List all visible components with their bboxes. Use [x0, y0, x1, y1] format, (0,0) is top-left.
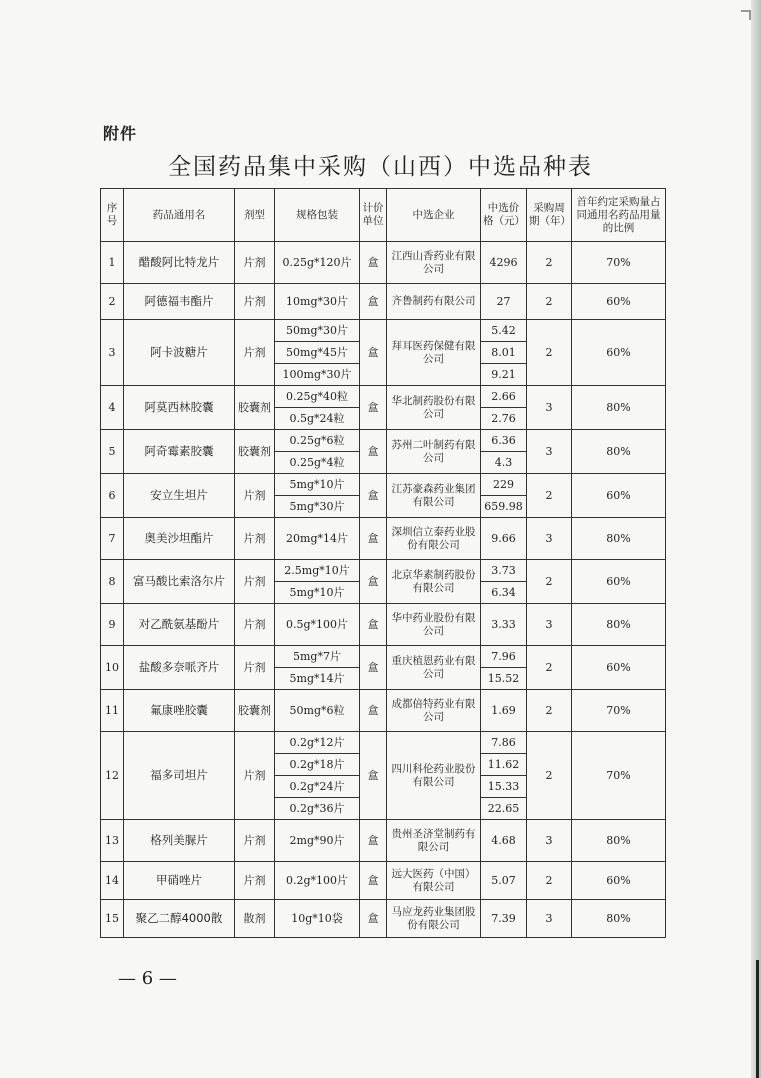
cell-period: 3 [527, 900, 572, 938]
cell-price: 7.39 [481, 900, 527, 938]
header-unit: 计价单位 [360, 189, 387, 242]
cell-price: 27 [481, 284, 527, 320]
cell-spec: 5mg*30片 [275, 496, 360, 518]
cell-price: 4.68 [481, 820, 527, 862]
cell-company: 江苏豪森药业集团有限公司 [387, 474, 481, 518]
cell-period: 3 [527, 430, 572, 474]
cell-spec: 0.2g*18片 [275, 754, 360, 776]
cell-price: 15.33 [481, 776, 527, 798]
cell-price: 6.34 [481, 582, 527, 604]
cell-company: 马应龙药业集团股份有限公司 [387, 900, 481, 938]
page-number: — 6 — [118, 968, 177, 989]
cell-dosage-form: 片剂 [235, 242, 275, 284]
cell-unit: 盒 [360, 474, 387, 518]
header-seq: 序号 [101, 189, 124, 242]
header-ratio: 首年约定采购量占同通用名药品用量的比例 [572, 189, 666, 242]
cell-drug-name: 阿卡波糖片 [124, 320, 235, 386]
cell-seq: 13 [101, 820, 124, 862]
cell-ratio: 60% [572, 320, 666, 386]
table-row [101, 518, 666, 560]
cell-unit: 盒 [360, 732, 387, 820]
table-row [101, 604, 666, 646]
table-row [101, 862, 666, 900]
cell-spec: 0.2g*36片 [275, 798, 360, 820]
cell-unit: 盒 [360, 284, 387, 320]
header-period: 采购周期（年） [527, 189, 572, 242]
cell-seq: 11 [101, 690, 124, 732]
cell-spec: 20mg*14片 [275, 518, 360, 560]
cell-dosage-form: 散剂 [235, 900, 275, 938]
cell-company: 华北制药股份有限公司 [387, 386, 481, 430]
cell-seq: 12 [101, 732, 124, 820]
table-row [101, 820, 666, 862]
header-form: 剂型 [235, 189, 275, 242]
table-header-row [101, 189, 666, 242]
cell-dosage-form: 片剂 [235, 474, 275, 518]
cell-ratio: 80% [572, 820, 666, 862]
cell-seq: 3 [101, 320, 124, 386]
cell-ratio: 80% [572, 604, 666, 646]
table-row [101, 690, 666, 732]
cell-spec: 5mg*7片 [275, 646, 360, 668]
cell-price: 15.52 [481, 668, 527, 690]
cell-drug-name: 阿莫西林胶囊 [124, 386, 235, 430]
cell-price: 3.73 [481, 560, 527, 582]
cell-seq: 14 [101, 862, 124, 900]
cell-unit: 盒 [360, 386, 387, 430]
cell-spec: 0.25g*40粒 [275, 386, 360, 408]
table-row [101, 560, 666, 582]
table-row [101, 430, 666, 452]
cell-price: 3.33 [481, 604, 527, 646]
table-row [101, 242, 666, 284]
cell-dosage-form: 片剂 [235, 284, 275, 320]
cell-dosage-form: 片剂 [235, 862, 275, 900]
cell-drug-name: 聚乙二醇4000散 [124, 900, 235, 938]
cell-period: 2 [527, 242, 572, 284]
cell-spec: 10mg*30片 [275, 284, 360, 320]
cell-dosage-form: 片剂 [235, 604, 275, 646]
cell-price: 9.66 [481, 518, 527, 560]
cell-spec: 5mg*10片 [275, 582, 360, 604]
cell-drug-name: 对乙酰氨基酚片 [124, 604, 235, 646]
table-row [101, 284, 666, 320]
cell-dosage-form: 胶囊剂 [235, 690, 275, 732]
cell-spec: 5mg*14片 [275, 668, 360, 690]
cell-unit: 盒 [360, 862, 387, 900]
cell-price: 7.86 [481, 732, 527, 754]
cell-period: 2 [527, 862, 572, 900]
cell-company: 重庆植恩药业有限公司 [387, 646, 481, 690]
cell-price: 659.98 [481, 496, 527, 518]
cell-company: 北京华素制药股份有限公司 [387, 560, 481, 604]
header-price: 中选价格（元） [481, 189, 527, 242]
cell-price: 1.69 [481, 690, 527, 732]
cell-price: 22.65 [481, 798, 527, 820]
cell-period: 2 [527, 284, 572, 320]
cell-dosage-form: 片剂 [235, 732, 275, 820]
cell-price: 5.07 [481, 862, 527, 900]
attachment-label: 附件 [103, 124, 138, 143]
cell-ratio: 70% [572, 242, 666, 284]
cell-unit: 盒 [360, 900, 387, 938]
cell-period: 3 [527, 518, 572, 560]
cell-period: 2 [527, 732, 572, 820]
cell-period: 2 [527, 690, 572, 732]
cell-drug-name: 格列美脲片 [124, 820, 235, 862]
cell-spec: 0.2g*100片 [275, 862, 360, 900]
cell-seq: 8 [101, 560, 124, 604]
cell-drug-name: 阿德福韦酯片 [124, 284, 235, 320]
cell-period: 2 [527, 474, 572, 518]
cell-price: 8.01 [481, 342, 527, 364]
table-body [101, 242, 666, 938]
cell-price: 2.76 [481, 408, 527, 430]
cell-unit: 盒 [360, 320, 387, 386]
header-spec: 规格包装 [275, 189, 360, 242]
cell-company: 成都倍特药业有限公司 [387, 690, 481, 732]
cell-spec: 50mg*6粒 [275, 690, 360, 732]
cell-price: 9.21 [481, 364, 527, 386]
cell-period: 2 [527, 646, 572, 690]
cell-seq: 5 [101, 430, 124, 474]
cell-drug-name: 盐酸多奈哌齐片 [124, 646, 235, 690]
cell-dosage-form: 片剂 [235, 646, 275, 690]
cell-seq: 7 [101, 518, 124, 560]
table-row [101, 646, 666, 668]
cell-spec: 2.5mg*10片 [275, 560, 360, 582]
cell-seq: 9 [101, 604, 124, 646]
cell-ratio: 70% [572, 732, 666, 820]
cell-seq: 15 [101, 900, 124, 938]
table-row [101, 732, 666, 754]
cell-period: 2 [527, 320, 572, 386]
cell-spec: 0.2g*24片 [275, 776, 360, 798]
table-row [101, 320, 666, 342]
cell-price: 7.96 [481, 646, 527, 668]
cell-unit: 盒 [360, 604, 387, 646]
cell-seq: 2 [101, 284, 124, 320]
cell-ratio: 60% [572, 474, 666, 518]
cell-period: 3 [527, 386, 572, 430]
cell-drug-name: 甲硝唑片 [124, 862, 235, 900]
cell-price: 4.3 [481, 452, 527, 474]
cell-ratio: 70% [572, 690, 666, 732]
cell-unit: 盒 [360, 646, 387, 690]
cell-unit: 盒 [360, 242, 387, 284]
cell-seq: 1 [101, 242, 124, 284]
cell-unit: 盒 [360, 560, 387, 604]
cell-price: 4296 [481, 242, 527, 284]
table-row [101, 900, 666, 938]
cell-ratio: 80% [572, 386, 666, 430]
cell-ratio: 80% [572, 518, 666, 560]
cell-seq: 4 [101, 386, 124, 430]
page-edge-shadow [756, 960, 759, 1078]
cell-ratio: 60% [572, 560, 666, 604]
cell-seq: 6 [101, 474, 124, 518]
cell-drug-name: 氟康唑胶囊 [124, 690, 235, 732]
cell-unit: 盒 [360, 518, 387, 560]
cell-spec: 50mg*30片 [275, 320, 360, 342]
cell-company: 苏州二叶制药有限公司 [387, 430, 481, 474]
cell-company: 贵州圣济堂制药有限公司 [387, 820, 481, 862]
cell-company: 四川科伦药业股份有限公司 [387, 732, 481, 820]
cell-price: 5.42 [481, 320, 527, 342]
cell-spec: 2mg*90片 [275, 820, 360, 862]
cell-unit: 盒 [360, 690, 387, 732]
cell-period: 2 [527, 560, 572, 604]
cell-unit: 盒 [360, 430, 387, 474]
cell-spec: 0.25g*120片 [275, 242, 360, 284]
cell-spec: 0.5g*24粒 [275, 408, 360, 430]
cell-spec: 5mg*10片 [275, 474, 360, 496]
cell-company: 齐鲁制药有限公司 [387, 284, 481, 320]
cell-drug-name: 奥美沙坦酯片 [124, 518, 235, 560]
cell-spec: 100mg*30片 [275, 364, 360, 386]
table-row [101, 386, 666, 408]
cell-company: 深圳信立泰药业股份有限公司 [387, 518, 481, 560]
cell-dosage-form: 片剂 [235, 320, 275, 386]
cell-drug-name: 福多司坦片 [124, 732, 235, 820]
cell-dosage-form: 片剂 [235, 560, 275, 604]
cell-ratio: 60% [572, 284, 666, 320]
cell-ratio: 80% [572, 900, 666, 938]
cell-ratio: 60% [572, 862, 666, 900]
cell-spec: 0.5g*100片 [275, 604, 360, 646]
cell-dosage-form: 片剂 [235, 820, 275, 862]
cell-unit: 盒 [360, 820, 387, 862]
cell-price: 2.66 [481, 386, 527, 408]
cell-dosage-form: 片剂 [235, 518, 275, 560]
cell-drug-name: 阿奇霉素胶囊 [124, 430, 235, 474]
cell-company: 拜耳医药保健有限公司 [387, 320, 481, 386]
cell-drug-name: 安立生坦片 [124, 474, 235, 518]
cell-spec: 0.2g*12片 [275, 732, 360, 754]
cell-drug-name: 富马酸比索洛尔片 [124, 560, 235, 604]
cell-ratio: 60% [572, 646, 666, 690]
cell-spec: 50mg*45片 [275, 342, 360, 364]
cell-company: 华中药业股份有限公司 [387, 604, 481, 646]
drug-selection-table [100, 188, 666, 938]
cell-company: 江西山香药业有限公司 [387, 242, 481, 284]
header-name: 药品通用名 [124, 189, 235, 242]
cell-price: 11.62 [481, 754, 527, 776]
cell-seq: 10 [101, 646, 124, 690]
cell-dosage-form: 胶囊剂 [235, 430, 275, 474]
table-row [101, 474, 666, 496]
cell-spec: 0.25g*6粒 [275, 430, 360, 452]
cell-price: 229 [481, 474, 527, 496]
header-company: 中选企业 [387, 189, 481, 242]
corner-mark [741, 10, 751, 20]
cell-dosage-form: 胶囊剂 [235, 386, 275, 430]
cell-company: 远大医药（中国）有限公司 [387, 862, 481, 900]
document-title: 全国药品集中采购（山西）中选品种表 [168, 154, 593, 180]
cell-spec: 0.25g*4粒 [275, 452, 360, 474]
cell-drug-name: 醋酸阿比特龙片 [124, 242, 235, 284]
cell-price: 6.36 [481, 430, 527, 452]
cell-spec: 10g*10袋 [275, 900, 360, 938]
cell-period: 3 [527, 604, 572, 646]
cell-ratio: 80% [572, 430, 666, 474]
cell-period: 3 [527, 820, 572, 862]
